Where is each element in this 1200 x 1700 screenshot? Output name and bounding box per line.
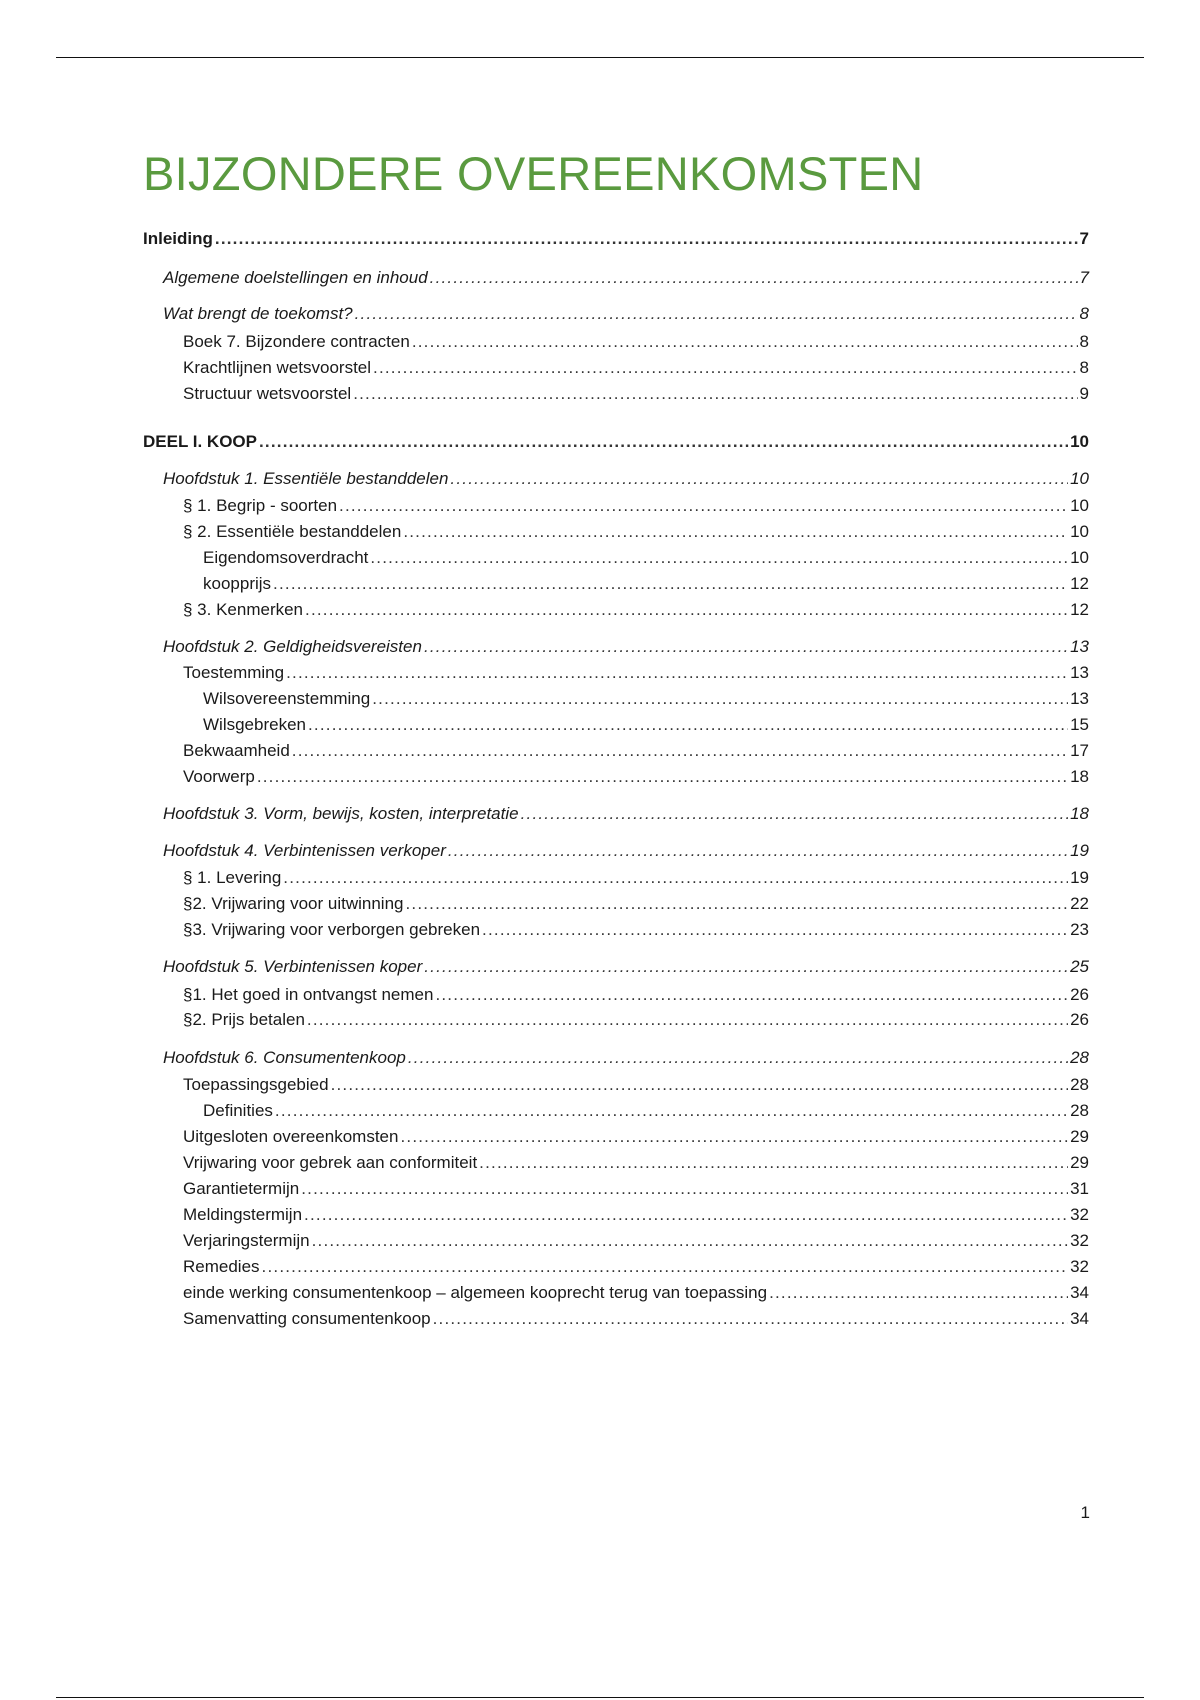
toc-entry-label: Wilsovereenstemming [203,689,371,708]
dot-leader [331,1074,1069,1096]
toc-entry-label: Toestemming [183,663,285,682]
dot-leader [275,1100,1068,1122]
toc-entry-page: 10 [1070,522,1089,541]
toc-entry-page: 13 [1070,637,1089,656]
dot-leader [353,383,1077,405]
toc-entry-label: einde werking consumentenkoop – algemeen kooprecht terug van toepassing [183,1283,768,1302]
toc-entry-page: 26 [1070,985,1089,1004]
toc-entry-page: 32 [1070,1231,1089,1250]
toc-entry[interactable] [143,1100,1089,1122]
toc-entry-label: Samenvatting consumentenkoop [183,1309,431,1328]
toc-entry-page: 28 [1070,1075,1089,1094]
toc-entry[interactable] [143,840,1089,862]
toc-entry[interactable] [143,867,1089,889]
toc-entry[interactable] [143,431,1089,453]
toc-entry-label: §2. Vrijwaring voor uitwinning [183,894,404,913]
toc-entry[interactable] [143,573,1089,595]
dot-leader [435,984,1068,1006]
toc-entry-label: Inleiding [143,229,213,248]
dot-leader [448,840,1068,862]
toc-entry-page: 10 [1070,496,1089,515]
dot-leader [521,803,1068,825]
toc-entry-label: Hoofdstuk 4. Verbintenissen verkoper [163,841,446,860]
dot-leader [307,1009,1068,1031]
toc-entry[interactable] [143,956,1089,978]
toc-entry[interactable] [143,303,1089,325]
toc-entry-label: § 1. Begrip - soorten [183,496,338,515]
dot-leader [292,740,1068,762]
toc-entry[interactable] [143,495,1089,517]
toc-entry[interactable] [143,1126,1089,1148]
toc-entry-page: 19 [1070,868,1089,887]
toc-entry-label: Hoofdstuk 2. Geldigheidsvereisten [163,637,422,656]
toc-entry-page: 34 [1070,1283,1089,1302]
dot-leader [412,331,1078,353]
toc-entry-label: Definities [203,1101,273,1120]
toc-entry-page: 7 [1079,229,1089,248]
toc-entry[interactable] [143,1282,1089,1304]
bottom-rule [56,1697,1144,1698]
dot-leader [312,1230,1068,1252]
toc-entry-page: 29 [1070,1153,1089,1172]
toc-entry-page: 34 [1070,1309,1089,1328]
toc-entry-label: Uitgesloten overeenkomsten [183,1127,399,1146]
dot-leader [479,1152,1068,1174]
toc-entry[interactable] [143,1230,1089,1252]
toc-entry-label: Bekwaamheid [183,741,290,760]
toc-entry-label: Krachtlijnen wetsvoorstel [183,358,372,377]
toc-entry-label: Hoofdstuk 6. Consumentenkoop [163,1048,406,1067]
toc-entry-page: 26 [1070,1010,1089,1029]
toc-entry-page: 32 [1070,1205,1089,1224]
dot-leader [424,636,1068,658]
toc-entry-label: Voorwerp [183,767,255,786]
toc-entry-page: 10 [1070,432,1089,451]
toc-entry[interactable] [143,468,1089,490]
dot-leader [273,573,1068,595]
toc-entry-page: 15 [1070,715,1089,734]
toc-entry-page: 31 [1070,1179,1089,1198]
toc-entry-page: 18 [1070,767,1089,786]
toc-entry[interactable] [143,766,1089,788]
toc-entry-page: 29 [1070,1127,1089,1146]
top-rule [56,57,1144,58]
toc-entry-label: Algemene doelstellingen en inhoud [163,268,428,287]
dot-leader [370,547,1068,569]
dot-leader [373,357,1078,379]
toc-entry[interactable] [143,383,1089,405]
toc-entry-page: 17 [1070,741,1089,760]
toc-entry-page: 25 [1070,957,1089,976]
toc-entry-page: 8 [1079,332,1089,351]
toc-entry-label: § 1. Levering [183,868,282,887]
toc-entry-label: koopprijs [203,574,272,593]
toc-entry-page: 28 [1070,1048,1089,1067]
toc-entry-label: Toepassingsgebied [183,1075,329,1094]
toc-entry-label: Eigendomsoverdracht [203,548,369,567]
toc-entry-page: 12 [1070,600,1089,619]
dot-leader [372,688,1068,710]
toc-entry[interactable] [143,893,1089,915]
toc-entry-page: 13 [1070,663,1089,682]
toc-entry[interactable] [143,357,1089,379]
dot-leader [424,956,1068,978]
toc-entry-page: 22 [1070,894,1089,913]
document-title: BIJZONDERE OVEREENKOMSTEN [143,147,924,200]
dot-leader [304,1204,1068,1226]
toc-entry[interactable] [143,1204,1089,1226]
toc-entry-label: Meldingstermijn [183,1205,303,1224]
toc-entry-page: 28 [1070,1101,1089,1120]
toc-entry[interactable] [143,1256,1089,1278]
toc-entry-label: DEEL I. KOOP [143,432,257,451]
toc-entry[interactable] [143,984,1089,1006]
toc-entry-label: Verjaringstermijn [183,1231,310,1250]
toc-entry-page: 8 [1079,358,1089,377]
dot-leader [430,267,1078,289]
dot-leader [339,495,1068,517]
toc-entry[interactable] [143,919,1089,941]
toc-entry-label: Remedies [183,1257,260,1276]
toc-entry[interactable] [143,740,1089,762]
dot-leader [403,521,1068,543]
dot-leader [286,662,1068,684]
toc-entry-page: 23 [1070,920,1089,939]
dot-leader [257,766,1068,788]
toc-entry-label: Structuur wetsvoorstel [183,384,352,403]
toc-entry[interactable] [143,1178,1089,1200]
toc-entry-label: Hoofdstuk 5. Verbintenissen koper [163,957,423,976]
toc-entry-label: Boek 7. Bijzondere contracten [183,332,410,351]
toc-entry-label: Hoofdstuk 1. Essentiële bestanddelen [163,469,449,488]
toc-entry-label: Wat brengt de toekomst? [163,304,353,323]
toc-entry[interactable] [143,636,1089,658]
dot-leader [305,599,1068,621]
toc-entry[interactable] [143,1152,1089,1174]
toc-entry-page: 9 [1079,384,1089,403]
toc-entry-page: 18 [1070,804,1089,823]
toc-entry-label: Vrijwaring voor gebrek aan conformiteit [183,1153,478,1172]
toc-entry-label: §1. Het goed in ontvangst nemen [183,985,434,1004]
toc-entry-label: § 3. Kenmerken [183,600,304,619]
toc-entry-page: 10 [1070,548,1089,567]
toc-entry-label: §3. Vrijwaring voor verborgen gebreken [183,920,481,939]
toc-entry-page: 10 [1070,469,1089,488]
dot-leader [408,1047,1068,1069]
dot-leader [400,1126,1068,1148]
toc-entry[interactable] [143,662,1089,684]
dot-leader [405,893,1068,915]
dot-leader [259,431,1068,453]
dot-leader [433,1308,1068,1330]
toc-entry-page: 7 [1079,268,1089,287]
toc-entry[interactable] [143,547,1089,569]
toc-entry[interactable] [143,228,1089,250]
toc-entry-label: §2. Prijs betalen [183,1010,305,1029]
dot-leader [215,228,1078,250]
dot-leader [301,1178,1068,1200]
dot-leader [308,714,1068,736]
toc-entry-page: 8 [1079,304,1089,323]
dot-leader [262,1256,1069,1278]
toc-entry-page: 32 [1070,1257,1089,1276]
dot-leader [482,919,1068,941]
dot-leader [283,867,1068,889]
dot-leader [769,1282,1068,1304]
dot-leader [450,468,1068,490]
toc-entry-page: 19 [1070,841,1089,860]
toc-entry[interactable] [143,688,1089,710]
toc-entry[interactable] [143,1074,1089,1096]
toc-entry[interactable] [143,521,1089,543]
toc-entry[interactable] [143,1009,1089,1031]
toc-entry[interactable] [143,714,1089,736]
toc-entry[interactable] [143,267,1089,289]
toc-entry[interactable] [143,1308,1089,1330]
toc-entry[interactable] [143,599,1089,621]
toc-entry-page: 13 [1070,689,1089,708]
toc-entry-page: 12 [1070,574,1089,593]
toc-entry[interactable] [143,1047,1089,1069]
page-number: 1 [1080,1503,1090,1522]
toc-entry-label: § 2. Essentiële bestanddelen [183,522,402,541]
toc-entry[interactable] [143,331,1089,353]
toc-entry-label: Wilsgebreken [203,715,306,734]
dot-leader [355,303,1078,325]
toc-entry-label: Hoofdstuk 3. Vorm, bewijs, kosten, interpretatie [163,804,519,823]
toc-entry-label: Garantietermijn [183,1179,300,1198]
toc-entry[interactable] [143,803,1089,825]
